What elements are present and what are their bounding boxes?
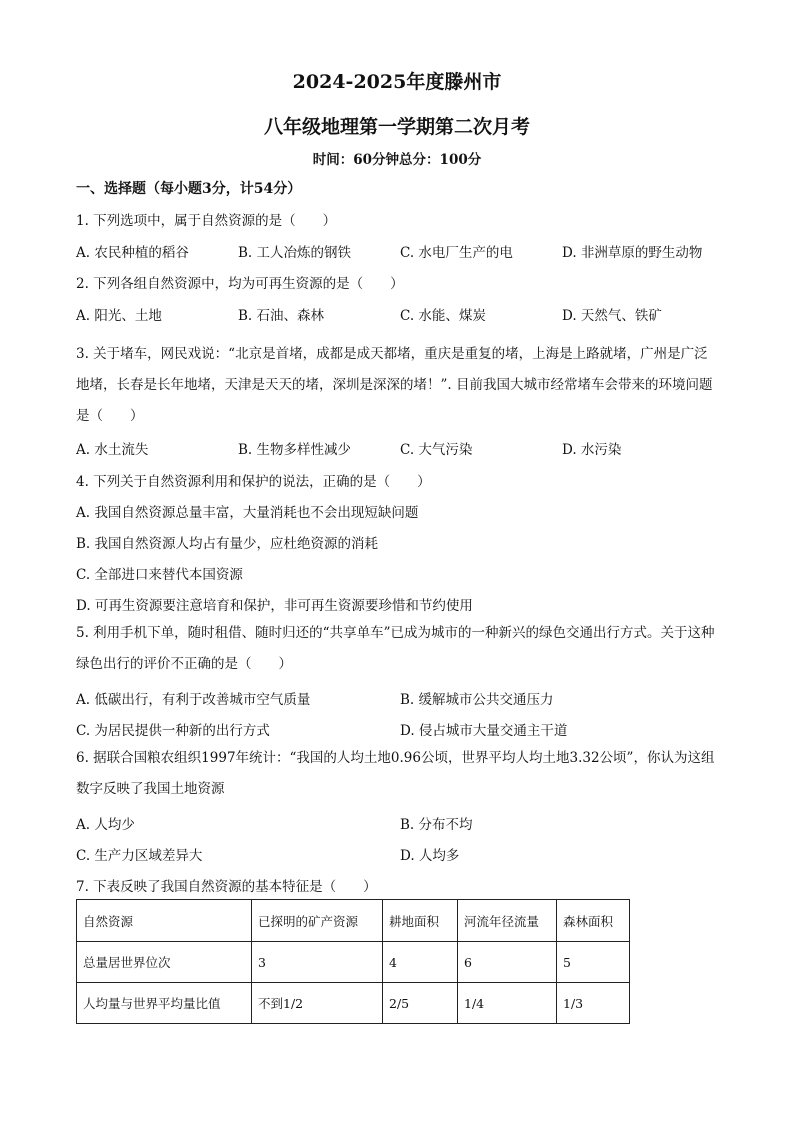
q6-option-a: A. 人均少: [76, 817, 135, 833]
q2-option-c: C. 水能、煤炭: [400, 308, 486, 324]
q1-option-a: A. 农民种植的稻谷: [76, 245, 189, 261]
q6-option-d: D. 人均多: [400, 848, 460, 864]
question-1-stem: 1. 下列选项中，属于自然资源的是（ ）: [76, 213, 337, 229]
q5-option-d: D. 侵占城市大量交通主干道: [400, 723, 568, 739]
q2-option-a: A. 阳光、土地: [76, 308, 162, 324]
table-header-cell: 自然资源: [77, 900, 252, 942]
table-cell: 不到1/2: [252, 983, 383, 1024]
q1-option-d: D. 非洲草原的野生动物: [562, 245, 703, 261]
table-cell: 1/4: [458, 983, 557, 1024]
table-header-cell: 已探明的矿产资源: [252, 900, 383, 942]
q4-option-a: A. 我国自然资源总量丰富，大量消耗也不会出现短缺问题: [76, 505, 419, 521]
q3-option-c: C. 大气污染: [400, 442, 473, 458]
q3-option-a: A. 水土流失: [76, 442, 149, 458]
q5-option-b: B. 缓解城市公共交通压力: [400, 692, 554, 708]
table-header-row: [77, 900, 630, 942]
question-4-stem: 4. 下列关于自然资源利用和保护的说法，正确的是（ ）: [76, 474, 431, 490]
q1-option-b: B. 工人冶炼的钢铁: [238, 245, 352, 261]
table-row: [77, 983, 630, 1024]
table-header-cell: 森林面积: [557, 900, 630, 942]
table-header-cell: 河流年径流量: [458, 900, 557, 942]
q2-option-b: B. 石油、森林: [238, 308, 325, 324]
section-heading: 一、选择题（每小题3分，计54分）: [76, 181, 302, 197]
question-3-stem: 3. 关于堵车，网民戏说：“北京是首堵，成都是成天都堵，重庆是重复的堵，上海是上路就堵，广州是广泛地堵，长春是长年地堵，天津是天天的堵，深圳是深深的堵！”. 目前我国大城市经常堵车会带来的环境问题是（ ）: [76, 346, 713, 424]
question-6-stem: 6. 据联合国粮农组织1997年统计：“我国的人均土地0.96公顷，世界平均人均土地3.32公顷”，你认为这组数字反映了我国土地资源: [76, 750, 715, 797]
exam-meta: 时间：60分钟总分：100分: [312, 152, 482, 168]
q4-option-c: C. 全部进口来替代本国资源: [76, 567, 243, 583]
q2-option-d: D. 天然气、铁矿: [562, 308, 662, 324]
question-7-stem: 7. 下表反映了我国自然资源的基本特征是（ ）: [76, 879, 377, 895]
q4-option-d: D. 可再生资源要注意培育和保护，非可再生资源要珍惜和节约使用: [76, 598, 473, 614]
question-5-stem: 5. 利用手机下单，随时租借、随时归还的“共享单车”已成为城市的一种新兴的绿色交通出行方式。关于这种绿色出行的评价不正确的是（ ）: [76, 625, 715, 672]
q3-option-b: B. 生物多样性减少: [238, 442, 352, 458]
q3-option-d: D. 水污染: [562, 442, 622, 458]
resource-table: [76, 899, 630, 1024]
q6-option-b: B. 分布不均: [400, 817, 473, 833]
table-cell: 5: [557, 942, 630, 983]
table-cell: 2/5: [383, 983, 458, 1024]
q6-option-c: C. 生产力区域差异大: [76, 848, 203, 864]
title-line-2: 八年级地理第一学期第二次月考: [263, 116, 530, 138]
q4-option-b: B. 我国自然资源人均占有量少，应杜绝资源的消耗: [76, 536, 379, 552]
table-cell: 4: [383, 942, 458, 983]
table-cell: 1/3: [557, 983, 630, 1024]
title-line-1: 2024-2025年度滕州市: [292, 71, 502, 93]
question-2-stem: 2. 下列各组自然资源中，均为可再生资源的是（ ）: [76, 276, 404, 292]
q5-option-c: C. 为居民提供一种新的出行方式: [76, 723, 270, 739]
table-cell: 3: [252, 942, 383, 983]
table-cell: 人均量与世界平均量比值: [77, 983, 252, 1024]
table-header-cell: 耕地面积: [383, 900, 458, 942]
q1-option-c: C. 水电厂生产的电: [400, 245, 513, 261]
q5-option-a: A. 低碳出行，有利于改善城市空气质量: [76, 692, 311, 708]
table-cell: 6: [458, 942, 557, 983]
table-row: [77, 942, 630, 983]
table-cell: 总量居世界位次: [77, 942, 252, 983]
